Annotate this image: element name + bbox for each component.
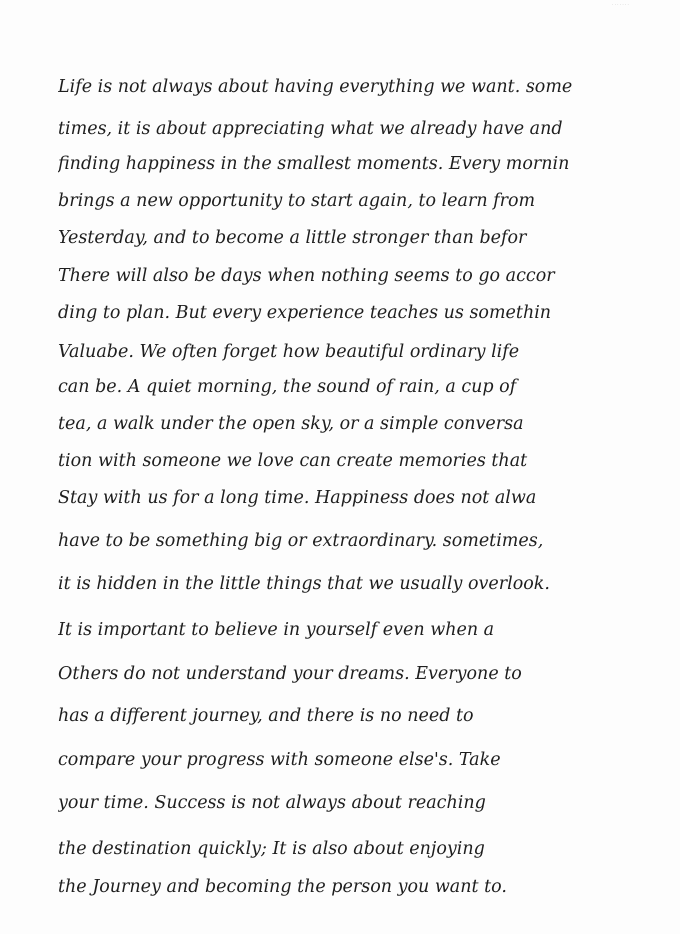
text-line-11: tion with someone we love can create memories that: [58, 451, 528, 471]
text-line-1: Life is not always about having everything we want. some: [58, 77, 573, 97]
text-line-7: ding to plan. But every experience teaches us somethin: [58, 303, 552, 323]
text-line-6: There will also be days when nothing seems to go accor: [58, 266, 555, 286]
text-line-5: Yesterday, and to become a little stronger than befor: [58, 228, 527, 248]
text-line-8: Valuabe. We often forget how beautiful ordinary life: [58, 342, 520, 362]
text-line-9: can be. A quiet morning, the sound of rain, a cup of: [58, 377, 517, 397]
text-line-10: tea, a walk under the open sky, or a simple conversa: [58, 414, 524, 434]
text-line-21: the Journey and becoming the person you want to.: [58, 877, 507, 897]
corner-mark: ·······: [611, 2, 630, 8]
text-line-17: has a different journey, and there is no need to: [58, 706, 474, 726]
text-line-15: It is important to believe in yourself even when a: [58, 620, 495, 640]
text-line-14: it is hidden in the little things that we usually overlook.: [58, 574, 550, 594]
text-line-4: brings a new opportunity to start again, to learn from: [58, 191, 536, 211]
text-line-16: Others do not understand your dreams. Everyone to: [58, 664, 522, 684]
text-line-12: Stay with us for a long time. Happiness does not alwa: [58, 488, 537, 508]
text-line-13: have to be something big or extraordinary. sometimes,: [58, 531, 544, 551]
text-line-19: your time. Success is not always about reaching: [58, 793, 486, 813]
text-line-18: compare your progress with someone else's. Take: [58, 750, 501, 770]
text-line-20: the destination quickly; It is also about enjoying: [58, 839, 485, 859]
text-line-2: times, it is about appreciating what we already have and: [58, 119, 563, 139]
text-line-3: finding happiness in the smallest moments. Every mornin: [58, 154, 570, 174]
